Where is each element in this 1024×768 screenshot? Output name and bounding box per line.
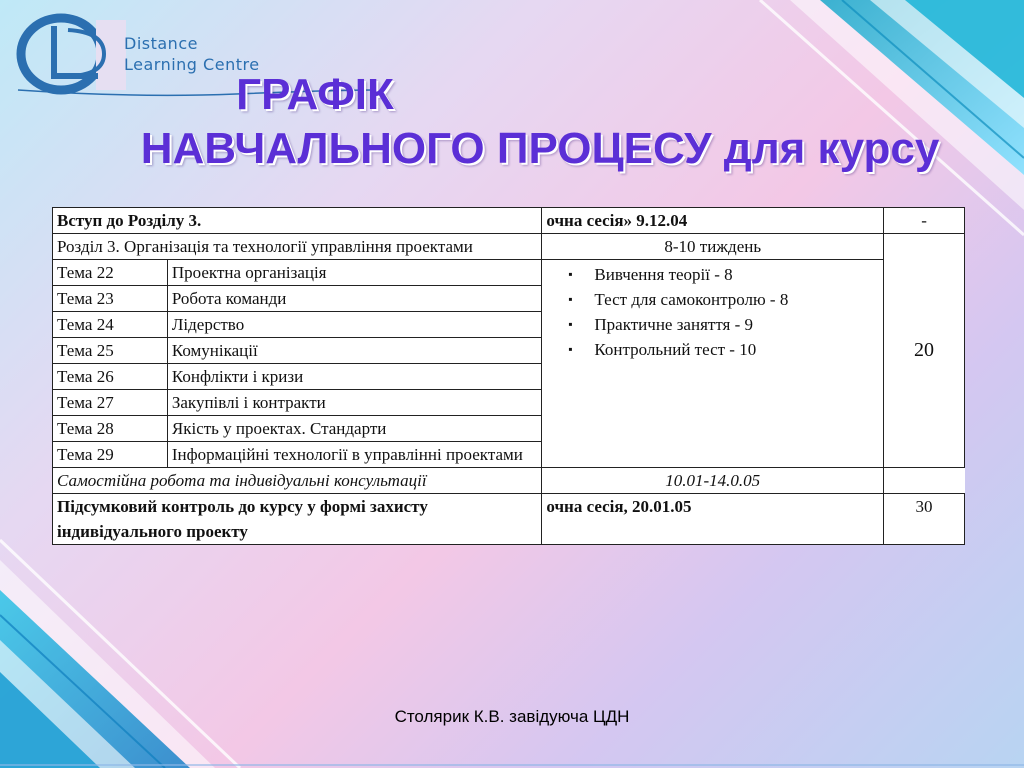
list-item: ▪ Вивчення теорії - 8 (568, 262, 879, 287)
table-row-self-study (53, 468, 965, 494)
activities-cell (542, 260, 884, 468)
section-label: Розділ 3. Організація та технології управління проектами (53, 234, 542, 260)
topic-number: Тема 22 (53, 260, 168, 286)
topic-number: Тема 23 (53, 286, 168, 312)
section-weeks: 8-10 тиждень (542, 234, 884, 260)
topic-number: Тема 26 (53, 364, 168, 390)
slide-title-line2: НАВЧАЛЬНОГО ПРОЦЕСУ для курсу (140, 124, 940, 173)
intro-session: очна сесія» 9.12.04 (542, 208, 884, 234)
topic-name: Проектна організація (167, 260, 542, 286)
final-points: 30 (884, 494, 965, 545)
topic-name: Закупівлі і контракти (167, 390, 542, 416)
topic-number: Тема 24 (53, 312, 168, 338)
final-label: Підсумковий контроль до курсу у формі захисту індивідуального проекту (53, 494, 542, 545)
logo-text-distance: Distance (124, 34, 198, 53)
activities-list (546, 260, 879, 362)
topic-number: Тема 29 (53, 442, 168, 468)
topic-name: Конфлікти і кризи (167, 364, 542, 390)
section-points: 20 (884, 234, 965, 468)
topic-name: Робота команди (167, 286, 542, 312)
self-study-dates: 10.01-14.0.05 (542, 468, 884, 494)
topic-name: Лідерство (167, 312, 542, 338)
intro-label: Вступ до Розділу 3. (53, 208, 542, 234)
table-row-intro (53, 208, 965, 234)
topic-number: Тема 28 (53, 416, 168, 442)
final-session: очна сесія, 20.01.05 (542, 494, 884, 545)
slide-title-line1: ГРАФІК (236, 70, 394, 119)
schedule-table (52, 207, 965, 545)
footer-author: Столярик К.В. завідуюча ЦДН (394, 707, 630, 726)
topic-name: Комунікації (167, 338, 542, 364)
topic-name: Якість у проектах. Стандарти (167, 416, 542, 442)
table-row-final (53, 494, 965, 545)
logo-text-learning-centre: Learning Centre (124, 55, 260, 74)
topic-number: Тема 27 (53, 390, 168, 416)
topic-number: Тема 25 (53, 338, 168, 364)
list-item: ▪ Тест для самоконтролю - 8 (568, 287, 879, 312)
list-item: ▪ Контрольний тест - 10 (568, 337, 879, 362)
topic-name: Інформаційні технології в управлінні проектами (167, 442, 542, 468)
list-item: ▪ Практичне заняття - 9 (568, 312, 879, 337)
intro-points: - (884, 208, 965, 234)
self-study-label: Самостійна робота та індивідуальні консультації (53, 468, 542, 494)
table-row (53, 260, 965, 286)
table-row-section (53, 234, 965, 260)
